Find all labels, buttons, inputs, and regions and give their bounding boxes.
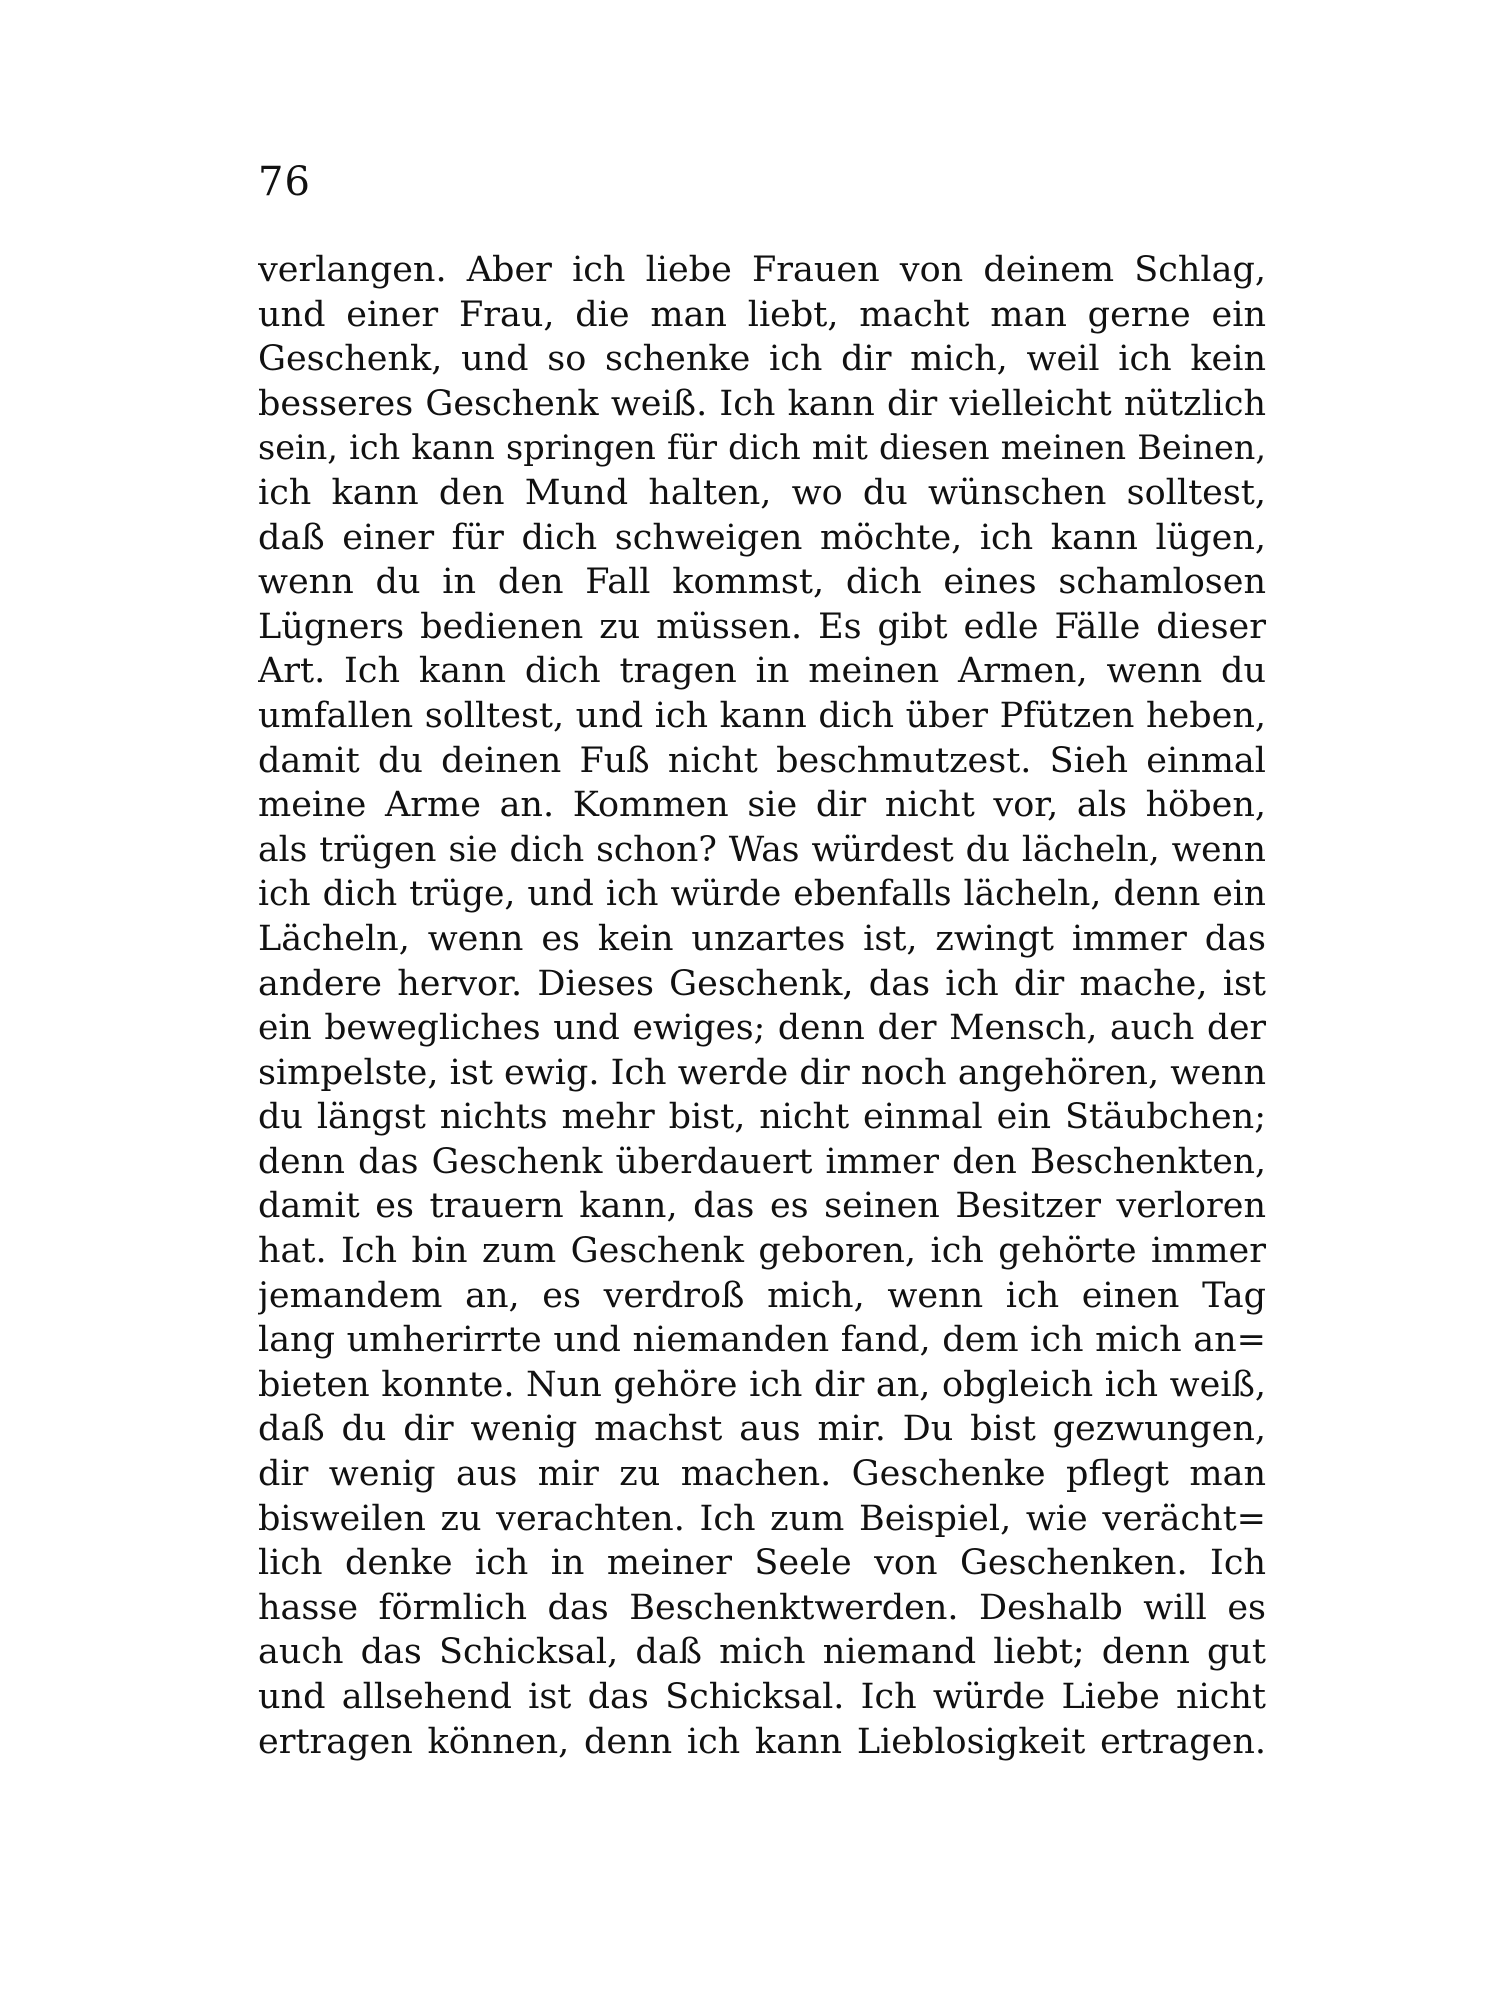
text-line: und einer Frau, die man liebt, macht man gerne ein — [258, 294, 1266, 335]
text-line: verlangen. Aber ich liebe Frauen von deinem Schlag, — [258, 250, 1266, 290]
text-line: jemandem an, es verdroß mich, wenn ich einen Tag — [258, 1275, 1266, 1316]
text-line: ich dich trüge, und ich würde ebenfalls lächeln, denn ein — [258, 874, 1266, 915]
text-line: damit du deinen Fuß nicht beschmutzest. Sieh einmal — [258, 740, 1266, 781]
page-number: 76 — [258, 159, 311, 205]
text-line: Lügners bedienen zu müssen. Es gibt edle Fälle dieser — [258, 606, 1266, 647]
text-line: Geschenk, und so schenke ich dir mich, weil ich kein — [258, 339, 1266, 380]
text-line: ich kann den Mund halten, wo du wünschen solltest, — [258, 472, 1266, 513]
text-line: Art. Ich kann dich tragen in meinen Armen, wenn du — [258, 651, 1266, 692]
text-line: sein, ich kann springen für dich mit diesen meinen Beinen, — [258, 428, 1266, 468]
text-line: du längst nichts mehr bist, nicht einmal ein Stäubchen; — [258, 1097, 1266, 1138]
text-line: bieten konnte. Nun gehöre ich dir an, obgleich ich weiß, — [258, 1364, 1266, 1405]
text-line: umfallen solltest, und ich kann dich über Pfützen heben, — [258, 695, 1266, 736]
text-line: wenn du in den Fall kommst, dich eines schamlosen — [258, 562, 1266, 603]
text-line: bisweilen zu verachten. Ich zum Beispiel, wie verächt= — [258, 1498, 1266, 1539]
text-line: hasse förmlich das Beschenktwerden. Deshalb will es — [258, 1587, 1266, 1628]
text-line: lich denke ich in meiner Seele von Geschenken. Ich — [258, 1543, 1266, 1584]
text-line: auch das Schicksal, daß mich niemand liebt; denn gut — [258, 1632, 1266, 1673]
text-line: Lächeln, wenn es kein unzartes ist, zwingt immer das — [258, 918, 1266, 959]
text-line: als trügen sie dich schon? Was würdest du lächeln, wenn — [258, 829, 1266, 870]
text-line: damit es trauern kann, das es seinen Besitzer verloren — [258, 1186, 1266, 1227]
body-text — [258, 248, 1266, 1764]
text-line: dir wenig aus mir zu machen. Geschenke pflegt man — [258, 1454, 1266, 1495]
text-line: denn das Geschenk überdauert immer den Beschenkten, — [258, 1141, 1266, 1182]
text-line: daß einer für dich schweigen möchte, ich kann lügen, — [258, 517, 1266, 558]
text-line: andere hervor. Dieses Geschenk, das ich dir mache, ist — [258, 963, 1266, 1004]
text-line: ertragen können, denn ich kann Lieblosigkeit ertragen. — [258, 1721, 1266, 1762]
text-line: und allsehend ist das Schicksal. Ich würde Liebe nicht — [258, 1677, 1266, 1717]
text-line: simpelste, ist ewig. Ich werde dir noch angehören, wenn — [258, 1052, 1266, 1093]
text-line: besseres Geschenk weiß. Ich kann dir vielleicht nützlich — [258, 383, 1266, 424]
text-line: ein bewegliches und ewiges; denn der Mensch, auch der — [258, 1008, 1266, 1049]
text-line: meine Arme an. Kommen sie dir nicht vor, als höben, — [258, 785, 1266, 826]
text-line: hat. Ich bin zum Geschenk geboren, ich gehörte immer — [258, 1231, 1266, 1272]
text-line: lang umherirrte und niemanden fand, dem ich mich an= — [258, 1320, 1266, 1361]
text-line: daß du dir wenig machst aus mir. Du bist gezwungen, — [258, 1409, 1266, 1450]
